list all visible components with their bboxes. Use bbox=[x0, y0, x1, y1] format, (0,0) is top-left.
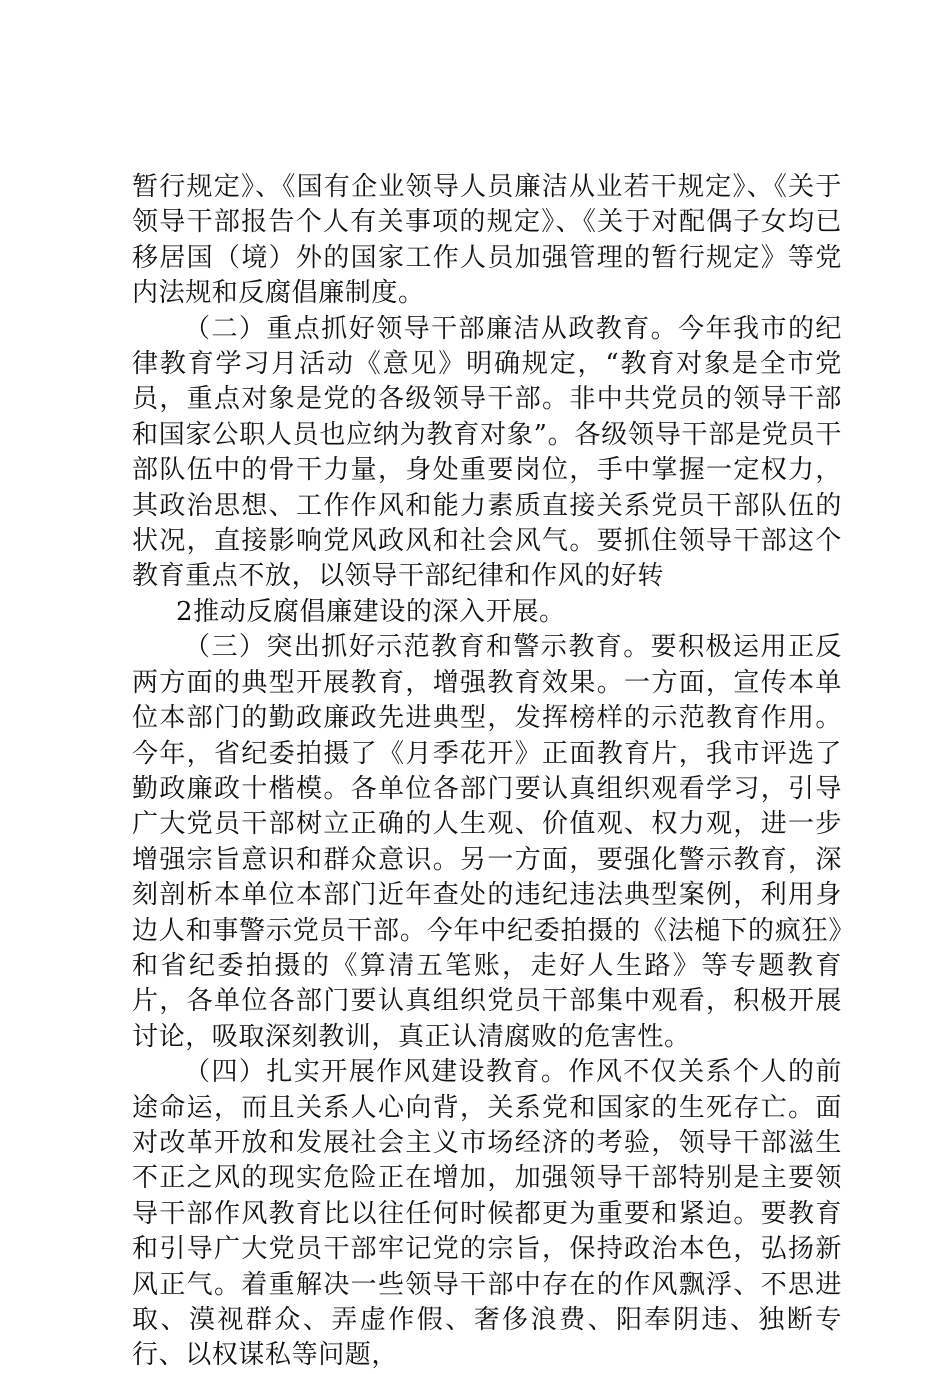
paragraph-section-three: （三）突出抓好示范教育和警示教育。要积极运用正反两方面的典型开展教育，增强教育效果。一方面，宣传本单位本部门的勤政廉政先进典型，发挥榜样的示范教育作用。今年，省纪委拍摄了《月季花开》正面教育片，我市评选了勤政廉政十楷模。各单位各部门要认真组织观看学习，引导广大党员干部树立正确的人生观、价值观、权力观，进一步增强宗旨意识和群众意识。另一方面，要强化警示教育，深刻剖析本单位本部门近年查处的违纪违法典型案例，利用身边人和事警示党员干部。今年中纪委拍摄的《法槌下的疯狂》和省纪委拍摄的《算清五笔账，走好人生路》等专题教育片，各单位各部门要认真组织党员干部集中观看，积极开展讨论，吸取深刻教训，真正认清腐败的危害性。 bbox=[132, 632, 842, 1052]
paragraph-regulations-continued: 暂行规定》、《国有企业领导人员廉洁从业若干规定》、《关于领导干部报告个人有关事项的规定》、《关于对配偶子女均已移居国（境）外的国家工作人员加强管理的暂行规定》等党内法规和反腐倡廉制度。 bbox=[132, 172, 842, 309]
paragraph-section-two: （二）重点抓好领导干部廉洁从政教育。今年我市的纪律教育学习月活动《意见》明确规定，“教育对象是全市党员，重点对象是党的各级领导干部。非中共党员的领导干部和国家公职人员也应纳为教育对象”。各级领导干部是党员干部队伍中的骨干力量，身处重要岗位，手中掌握一定权力，其政治思想、工作作风和能力素质直接关系党员干部队伍的状况，直接影响党风政风和社会风气。要抓住领导干部这个教育重点不放，以领导干部纪律和作风的好转 bbox=[132, 313, 842, 592]
document-body bbox=[132, 170, 842, 1374]
paragraph-section-four: （四）扎实开展作风建设教育。作风不仅关系个人的前途命运，而且关系人心向背，关系党和国家的生死存亡。面对改革开放和发展社会主义市场经济的考验，领导干部滋生不正之风的现实危险正在增加，加强领导干部特别是主要领导干部作风教育比以往任何时候都更为重要和紧迫。要教育和引导广大党员干部牢记党的宗旨，保持政治本色，弘扬新风正气。着重解决一些领导干部中存在的作风飘浮、不思进取、漠视群众、弄虚作假、奢侈浪费、阳奉阴违、独断专行、以权谋私等问题， bbox=[132, 1057, 842, 1371]
paragraph-page-break-fragment: 2推动反腐倡廉建设的深入开展。 bbox=[176, 596, 566, 627]
